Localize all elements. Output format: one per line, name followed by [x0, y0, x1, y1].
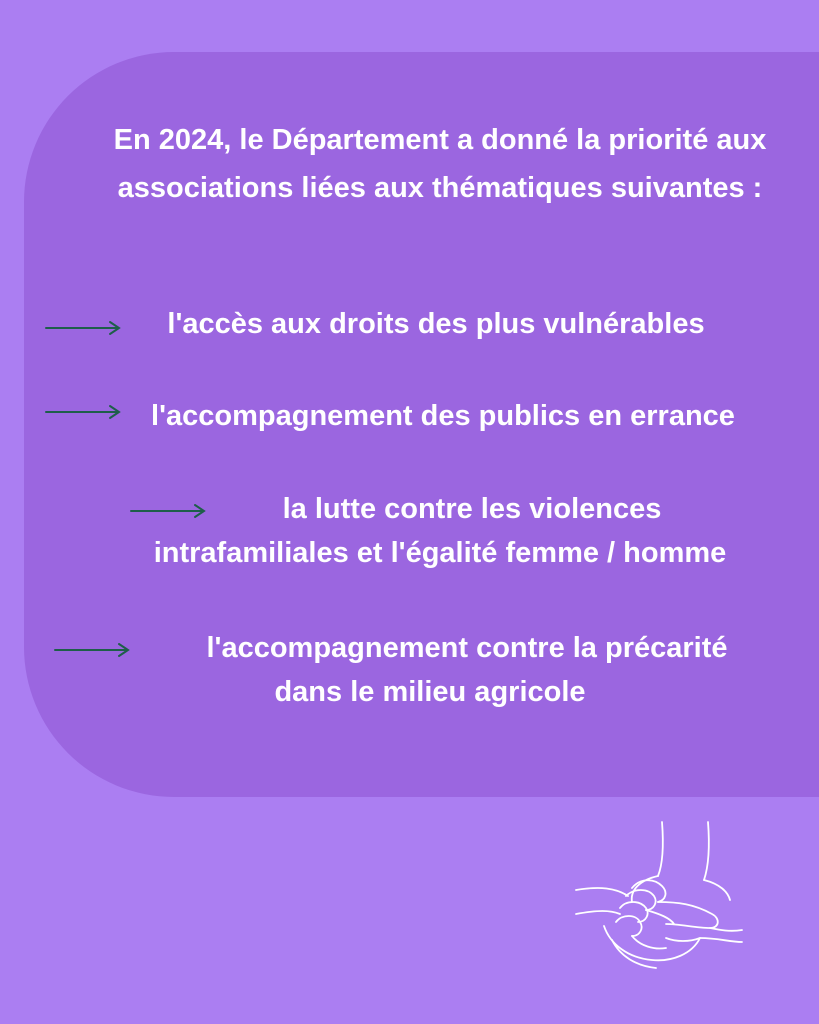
- priority-item-1: [140, 302, 732, 346]
- priority-item-2-line-1: l'accompagnement des publics en errance: [151, 400, 735, 432]
- holding-hands-icon: [570, 818, 750, 983]
- priority-item-4: [120, 626, 740, 714]
- priority-item-2: [120, 394, 766, 438]
- arrow-right-icon: [44, 320, 122, 336]
- priority-item-4-line-1: l'accompagnement contre la précarité: [206, 632, 728, 664]
- priority-item-3-line-1: la lutte contre les violences: [282, 493, 662, 525]
- priority-item-4-line-2: dans le milieu agricole: [274, 676, 586, 708]
- priority-item-3-line-2: intrafamiliales et l'égalité femme / homme: [153, 537, 727, 569]
- arrow-right-icon: [44, 404, 122, 420]
- intro-text: En 2024, le Département a donné la priorité aux associations liées aux thématiques suivantes :: [113, 124, 767, 204]
- priority-item-1-line-1: l'accès aux droits des plus vulnérables: [167, 308, 705, 340]
- priority-item-3: [110, 487, 770, 575]
